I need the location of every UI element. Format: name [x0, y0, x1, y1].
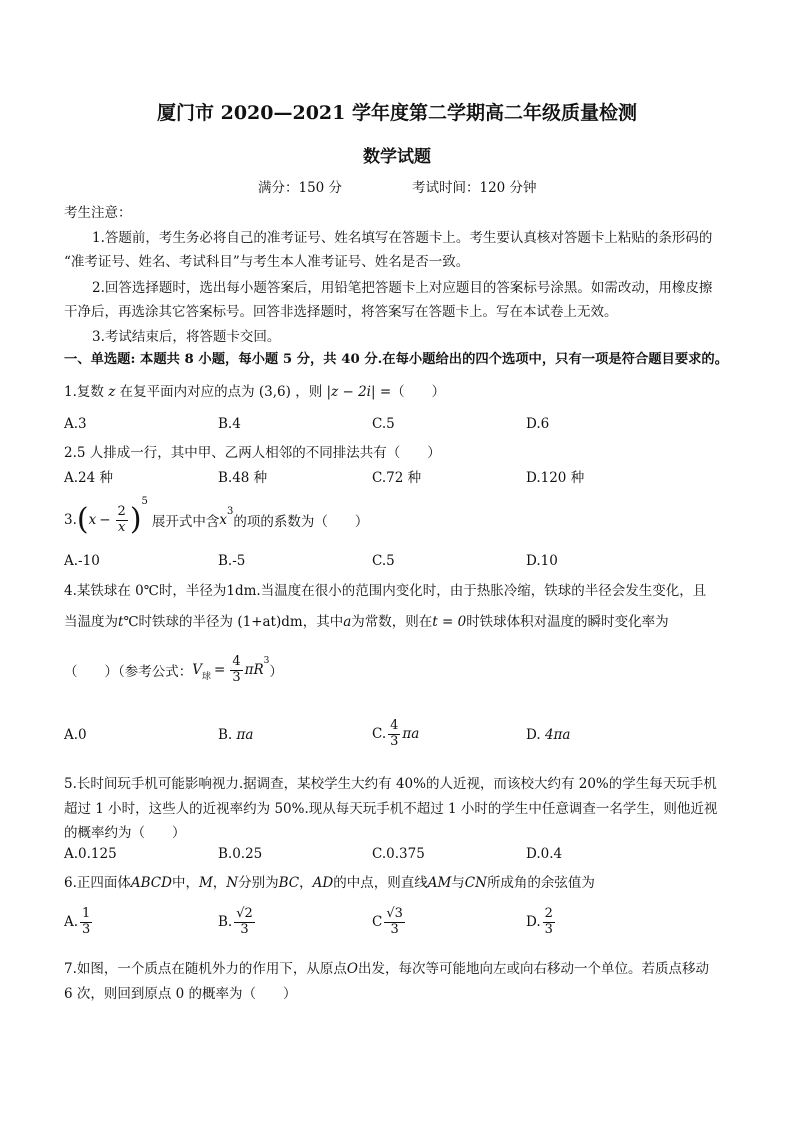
q4-option-c — [372, 712, 419, 756]
exam-time: 考试时间：120 分钟 — [412, 180, 537, 196]
q3-option-b: B.-5 — [218, 553, 246, 569]
q5-line-1: 5.长时间玩手机可能影响视力.据调查，某校学生大约有 40%的人近视，而该校大约有 20%的学生每天玩手机 — [64, 776, 717, 792]
q4-l2h: t = 0 — [432, 614, 467, 630]
q1-modulus: |z − 2i| — [326, 384, 376, 400]
q4-l2d: (1+at)dm — [237, 614, 303, 630]
q4-optc-den: 3 — [390, 733, 399, 749]
q6-g: 分别为 — [238, 875, 279, 891]
q7-line-2: 6 次，则回到原点 0 的概率为（ ） — [64, 986, 297, 1002]
q4-optb-pre: B. — [218, 727, 233, 743]
q4-option-d — [526, 727, 570, 743]
q4-optc-num: 4 — [390, 718, 399, 734]
q6-o: 所成角的余弦值为 — [486, 875, 595, 891]
q4-l3e: πR — [244, 662, 264, 678]
q3-x: x — [88, 512, 97, 528]
q4-l3b: V — [192, 662, 202, 678]
q4-l2b: t — [118, 614, 124, 630]
question-3 — [64, 498, 368, 542]
q6-optc-den: 3 — [390, 921, 399, 937]
q7-line-1 — [64, 957, 709, 977]
q3-option-a: A.-10 — [64, 553, 100, 569]
q4-l2g: 为常数，则在 — [351, 614, 433, 630]
q4-l2f: a — [343, 614, 352, 630]
q6-opta-fraction — [80, 907, 92, 937]
q4-l3den: 3 — [232, 669, 241, 685]
q4-optc: πa — [402, 726, 420, 742]
q6-optd-num: 2 — [544, 906, 553, 922]
full-score: 满分：150 分 — [258, 180, 343, 196]
q3-frac-num: 2 — [117, 504, 126, 520]
notice-p3: 3.考试结束后，将答题卡交回。 — [92, 329, 281, 345]
q4-l2a: 当温度为 — [64, 614, 118, 630]
q6-optb-num: √2 — [236, 906, 253, 922]
q4-l2c: ℃时铁球的半径为 — [123, 614, 234, 630]
q6-d: M — [198, 875, 213, 891]
q1-c: 在复平面内对应的点为 — [119, 384, 255, 400]
q4-line-1 — [64, 579, 706, 599]
question-1 — [64, 380, 445, 400]
q3-minus: − — [99, 512, 111, 528]
q4-l1a: 4.某铁球在 0℃时，半径为 — [64, 583, 227, 599]
q3-option-c: C.5 — [372, 553, 395, 569]
q4-optb: πa — [236, 727, 254, 743]
q6-c: 中， — [171, 875, 199, 891]
q6-optd-fraction — [543, 907, 555, 937]
q5-option-d: D.0.4 — [526, 846, 563, 862]
q6-optd-den: 3 — [544, 921, 553, 937]
q4-option-b — [218, 727, 253, 743]
q6-optc-fraction — [384, 907, 405, 937]
q6-optd-pre: D. — [526, 914, 541, 930]
q4-optd-pre: D. — [526, 727, 541, 743]
notice-p1-line1: 1.答题前，考生务必将自己的准考证号、姓名填写在答题卡上。考生要认真核对答题卡上粘贴的条形码的 — [92, 230, 713, 246]
q3-rparen: ) — [129, 502, 142, 537]
q5-option-b: B.0.25 — [218, 846, 263, 862]
q4-optc-pre: C. — [372, 726, 387, 742]
q7-l1c: 出发，每次等可能地向左或向右移动一个单位。若质点移动 — [357, 961, 709, 977]
q5-option-a: A.0.125 — [64, 846, 117, 862]
q4-optc-fraction — [388, 719, 400, 749]
q3-fraction — [116, 505, 128, 535]
q3-frac-den: x — [118, 519, 126, 535]
notice-p2-line1: 2.回答选择题时，选出每小题答案后，用铅笔把答题卡上对应题目的答案标号涂黑。如需改动，用橡皮擦 — [92, 280, 713, 296]
q5-line-3: 的概率约为（ ） — [64, 825, 186, 841]
q4-line-3 — [64, 650, 283, 690]
q3-option-d: D.10 — [526, 553, 558, 569]
q6-optb-den: 3 — [240, 921, 249, 937]
q4-formula-fraction — [230, 655, 242, 685]
q2-option-a: A.24 种 — [64, 470, 114, 486]
q1-a: 1.复数 — [64, 384, 104, 400]
q3-prefix: 3. — [64, 512, 77, 528]
q3-mid: 展开式中含 — [151, 514, 220, 530]
q6-f: N — [226, 875, 239, 891]
q4-l3c: 球 — [202, 672, 212, 682]
q6-m: 与 — [451, 875, 465, 891]
q3-x2: x — [219, 512, 228, 528]
q6-option-b — [218, 900, 257, 944]
q1-option-d: D.6 — [526, 416, 550, 432]
notice-p1-line2: “准考证号、姓名、考试科目”与考生本人准考证号、姓名是否一致。 — [64, 254, 470, 270]
q4-optd: 4πa — [544, 727, 571, 743]
q6-optc-pre: C — [372, 914, 383, 930]
q1-point: (3,6) — [258, 384, 291, 400]
q4-line-2 — [64, 610, 669, 630]
q2-option-b: B.48 种 — [218, 470, 268, 486]
q1-option-a: A.3 — [64, 416, 87, 432]
question-2: 2.5 人排成一行，其中甲、乙两人相邻的不同排法共有（ ） — [64, 445, 441, 461]
q4-l3f: 3 — [263, 656, 270, 666]
q1-e: ，则 — [295, 384, 323, 400]
q4-l1c: .当温度在很小的范围内变化时，由于热胀冷缩，铁球的半径会发生变化，且 — [256, 583, 707, 599]
q4-l3d: = — [214, 662, 226, 678]
q6-n: CN — [464, 875, 487, 891]
q4-l2i: 时铁球体积对温度的瞬时变化率为 — [466, 614, 669, 630]
q2-option-d: D.120 种 — [526, 470, 585, 486]
notice-heading: 考生注意： — [64, 205, 132, 221]
q6-l: AM — [427, 875, 452, 891]
q5-option-c: C.0.375 — [372, 846, 425, 862]
q6-i: ， — [299, 875, 313, 891]
q6-opta-num: 1 — [82, 906, 91, 922]
q7-l1a: 7.如图，一个质点在随机外力的作用下，从原点 — [64, 961, 347, 977]
section1-heading: 一、单选题: 本题共 8 小题，每小题 5 分，共 40 分.在每小题给出的四个选项中，只有一项是符合题目要求的。 — [64, 352, 729, 367]
question-6 — [64, 871, 595, 891]
q6-k: 的中点，则直线 — [333, 875, 428, 891]
q6-opta-pre: A. — [64, 914, 79, 930]
notice-p2-line2: 干净后，再选涂其它答案标号。回答非选择题时，将答案写在答题卡上。写在本试卷上无效。 — [64, 304, 618, 320]
q6-h: BC — [278, 875, 300, 891]
q1-g: =（ ） — [379, 384, 446, 400]
q6-option-a — [64, 900, 94, 944]
q1-var-z: z — [108, 384, 116, 400]
q6-optc-num: √3 — [386, 906, 403, 922]
q2-option-c: C.72 种 — [372, 470, 422, 486]
q3-exp: 5 — [141, 496, 148, 507]
q4-l3num: 4 — [232, 654, 241, 670]
q4-l1b: 1dm — [226, 583, 257, 599]
q3-suffix: 的项的系数为（ ） — [233, 514, 369, 530]
q6-j: AD — [312, 875, 334, 891]
q4-l3a: （ ）（参考公式： — [64, 664, 193, 680]
q6-b: ABCD — [130, 875, 172, 891]
q6-optb-fraction — [234, 907, 255, 937]
q1-option-b: B.4 — [218, 416, 241, 432]
q1-option-c: C.5 — [372, 416, 395, 432]
q6-optb-pre: B. — [218, 914, 233, 930]
q6-e: ， — [212, 875, 227, 891]
q6-option-c — [372, 900, 407, 944]
q7-l1b: O — [346, 961, 358, 977]
q6-option-d — [526, 900, 557, 944]
q4-option-a: A.0 — [64, 727, 87, 743]
q5-line-2: 超过 1 小时，这些人的近视率约为 50%.现从每天玩手机不超过 1 小时的学生中任意调查一名学生，则他近视 — [64, 801, 718, 817]
page-title: 厦门市 2020—2021 学年度第二学期高二年级质量检测 — [157, 102, 637, 124]
q4-l2e: ，其中 — [302, 614, 344, 630]
q3-lparen: ( — [76, 502, 89, 537]
q6-a: 6.正四面体 — [64, 875, 131, 891]
q6-opta-den: 3 — [82, 921, 91, 937]
page-subtitle: 数学试题 — [363, 147, 431, 167]
q4-l3g: ） — [269, 664, 283, 680]
q3-exp2: 3 — [227, 506, 234, 517]
